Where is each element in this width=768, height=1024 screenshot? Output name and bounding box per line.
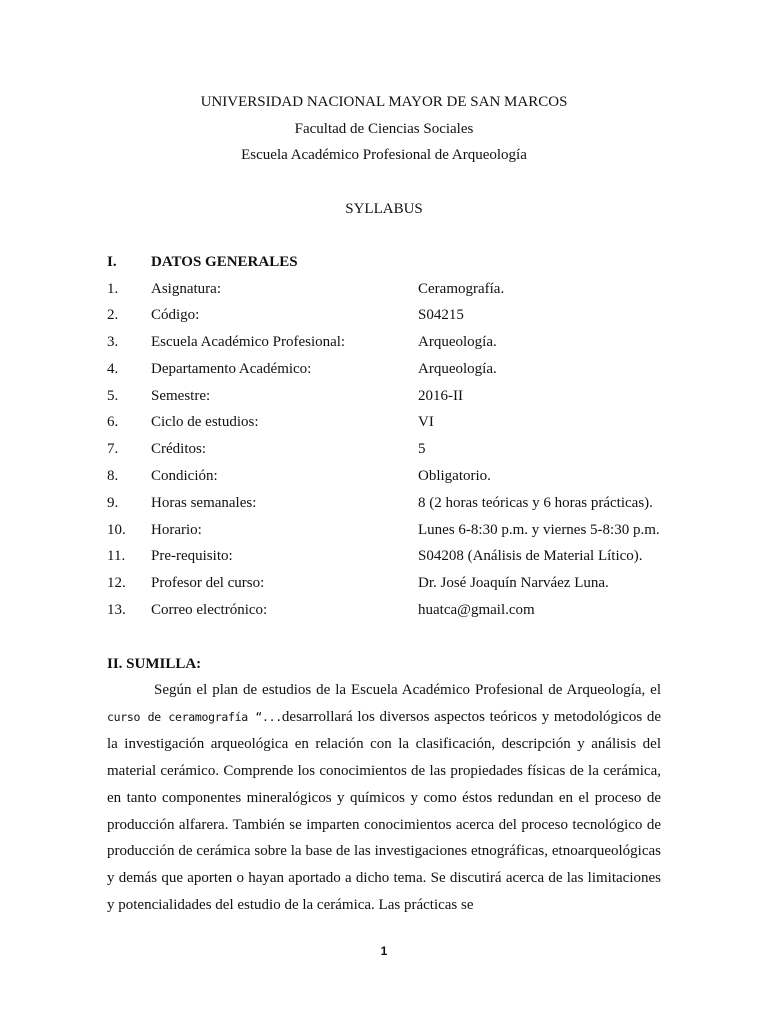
data-row — [107, 490, 687, 517]
data-row — [107, 383, 687, 410]
row-label: Código: — [151, 307, 200, 324]
data-row — [107, 463, 687, 490]
university-name: UNIVERSIDAD NACIONAL MAYOR DE SAN MARCOS — [200, 94, 568, 110]
summary-text — [107, 677, 661, 919]
row-label: Horas semanales: — [151, 494, 257, 511]
row-number: 10. — [107, 521, 126, 538]
row-label: Departamento Académico: — [151, 360, 312, 377]
row-label: Escuela Académico Profesional: — [151, 334, 346, 351]
data-row — [107, 597, 687, 624]
row-value: S04215 — [418, 307, 464, 324]
row-number: 13. — [107, 602, 126, 619]
data-row — [107, 570, 687, 597]
row-number: 5. — [107, 387, 119, 404]
row-label: Profesor del curso: — [151, 575, 265, 592]
row-label: Ciclo de estudios: — [151, 414, 259, 431]
row-number: 8. — [107, 468, 119, 485]
data-row — [107, 302, 687, 329]
row-label: Pre-requisito: — [151, 548, 233, 565]
row-number: 12. — [107, 575, 126, 592]
section-heading-sumilla: II. SUMILLA: — [107, 656, 202, 672]
section-title: DATOS GENERALES — [151, 254, 298, 270]
data-row — [107, 517, 687, 544]
data-row — [107, 543, 687, 570]
data-row — [107, 436, 687, 463]
row-number: 9. — [107, 494, 119, 511]
section-number: I. — [107, 254, 117, 270]
row-value: Dr. José Joaquín Narváez Luna. — [418, 575, 609, 592]
row-label: Asignatura: — [151, 280, 221, 297]
row-number: 4. — [107, 360, 119, 377]
data-row — [107, 329, 687, 356]
data-row — [107, 276, 687, 303]
summary-paragraph — [107, 677, 661, 919]
page-number: 1 — [380, 944, 388, 958]
row-label: Correo electrónico: — [151, 602, 268, 619]
row-number: 11. — [107, 548, 126, 565]
data-row — [107, 356, 687, 383]
row-number: 7. — [107, 441, 119, 458]
row-value: 8 (2 horas teóricas y 6 horas prácticas). — [418, 494, 653, 511]
row-value: Obligatorio. — [418, 468, 491, 485]
row-number: 6. — [107, 414, 119, 431]
document-title: SYLLABUS — [345, 201, 423, 217]
faculty-name: Facultad de Ciencias Sociales — [294, 120, 474, 137]
row-value: Ceramografía. — [418, 280, 505, 297]
row-value: Arqueología. — [418, 334, 497, 351]
row-value: S04208 (Análisis de Material Lítico). — [418, 548, 643, 565]
row-number: 3. — [107, 334, 119, 351]
row-value: Arqueología. — [418, 360, 497, 377]
document-header — [0, 89, 768, 169]
summary-body: desarrollará los diversos aspectos teóricos y metodológicos de la investigación arqueológica en relación con la clasificación, descripción y análisis del material cerámico. Comprende los conocimientos de las propiedades físicas de la cerámica, en tanto componentes mineralógicos y químicos y como éstos redundan en el proceso de producción alfarera. También se imparten conocimientos acerca del proceso tecnológico de producción de cerámica sobre la base de las investigaciones etnográficas, etnoarqueológicas y demás que aporten o hayan aportado a dicho tema. Se discutirá acerca de las limitaciones y potencialidades del estudio de la cerámica. Las prácticas se — [107, 708, 661, 914]
row-value: VI — [418, 414, 434, 431]
row-value: Lunes 6-8:30 p.m. y viernes 5-8:30 p.m. — [418, 521, 660, 538]
summary-quote-start: curso de ceramografía “... — [107, 709, 282, 724]
row-label: Condición: — [151, 468, 218, 485]
row-number: 2. — [107, 307, 119, 324]
school-name: Escuela Académico Profesional de Arqueología — [241, 147, 527, 163]
data-row — [107, 409, 687, 436]
row-value: 2016-II — [418, 387, 463, 404]
row-label: Semestre: — [151, 387, 211, 404]
general-data-list — [107, 276, 687, 624]
summary-intro: Según el plan de estudios de la Escuela Académico Profesional de Arqueología, el — [154, 682, 661, 698]
section-heading-datos-generales — [107, 249, 298, 275]
row-label: Horario: — [151, 521, 202, 538]
row-label: Créditos: — [151, 441, 206, 458]
row-value: huatca@gmail.com — [418, 602, 535, 619]
row-number: 1. — [107, 280, 119, 297]
row-value: 5 — [418, 441, 426, 458]
